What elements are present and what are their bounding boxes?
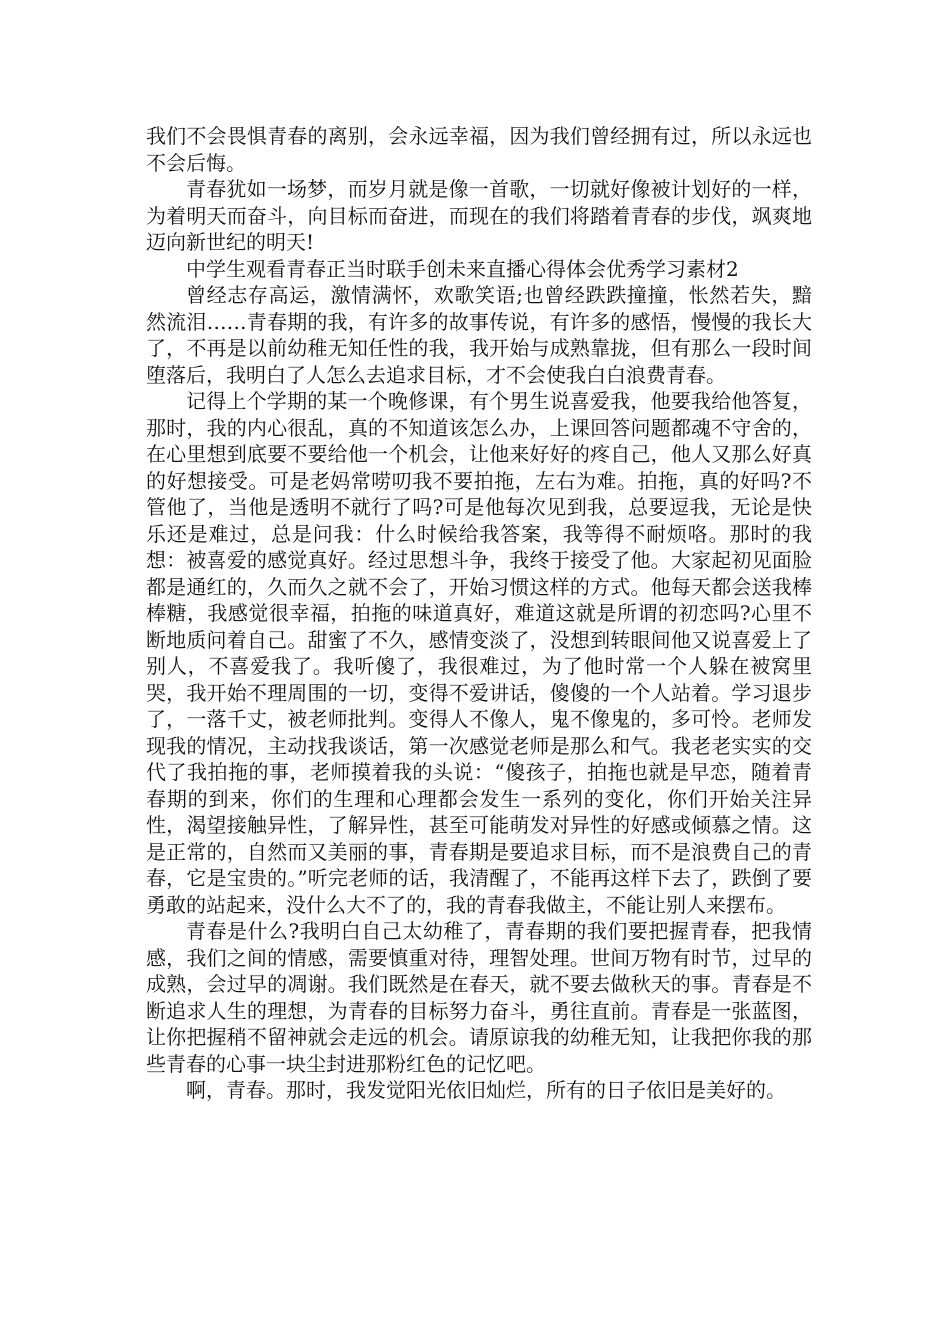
document-body (146, 123, 812, 1104)
paragraph-story: 记得上个学期的某一个晚修课，有个男生说喜爱我，他要我给他答复，那时，我的内心很乱，真的不知道该怎么办，上课回答问题都魂不守舍的，在心里想到底要不要给他一个机会，让他来好好的疼自己，他人又那么好真的好想接受。可是老妈常唠叨我不要拍拖，左右为难。拍拖，真的好吗?不管他了，当他是透明不就行了吗?可是他每次见到我，总要逗我，无论是快乐还是难过，总是问我：什么时候给我答案，我等得不耐烦咯。那时的我想：被喜爱的感觉真好。经过思想斗争，我终于接受了他。大家起初见面脸都是通红的，久而久之就不会了，开始习惯这样的方式。他每天都会送我棒棒糖，我感觉很幸福，拍拖的味道真好，难道这就是所谓的初恋吗?心里不断地质问着自己。甜蜜了不久，感情变淡了，没想到转眼间他又说喜爱上了别人，不喜爱我了。我听傻了，我很难过，为了他时常一个人躲在被窝里哭，我开始不理周围的一切，变得不爱讲话，傻傻的一个人站着。学习退步了，一落千丈，被老师批判。变得人不像人，鬼不像鬼的，多可怜。老师发现我的情况，主动找我谈话，第一次感觉老师是那么和气。我老老实实的交代了我拍拖的事，老师摸着我的头说：“傻孩子，拍拖也就是早恋，随着青春期的到来，你们的生理和心理都会发生一系列的变化，你们开始关注异性，渴望接触异性，了解异性，甚至可能萌发对异性的好感或倾慕之情。这是正常的，自然而又美丽的事，青春期是要追求目标，而不是浪费自己的青春，它是宝贵的。”听完老师的话，我清醒了，不能再这样下去了，跌倒了要勇敢的站起来，没什么大不了的，我的青春我做主，不能让别人来摆布。 (146, 389, 812, 917)
section-heading: 中学生观看青春正当时联手创未来直播心得体会优秀学习素材2 (186, 256, 739, 281)
paragraph-growing-up: 曾经志存高运，激情满怀，欢歌笑语;也曾经跌跌撞撞，怅然若失，黯然流泪……青春期的我，有许多的故事传说，有许多的感悟，慢慢的我长大了，不再是以前幼稚无知任性的我，我开始与成熟靠拢，但有那么一段时间堕落后，我明白了人怎么去追求目标，才不会使我白白浪费青春。 (146, 283, 812, 387)
paragraph-what-is-youth: 青春是什么?我明白自己太幼稚了，青春期的我们要把握青春，把我情感，我们之间的情感，需要慎重对待，理智处理。世间万物有时节，过早的成熟，会过早的凋谢。我们既然是在春天，就不要去做秋天的事。青春是不断追求人生的理想，为青春的目标努力奋斗，勇往直前。青春是一张蓝图，让你把握稍不留神就会走远的机会。请原谅我的幼稚无知，让我把你我的那些青春的心事一块尘封进那粉红色的记忆吧。 (146, 919, 812, 1076)
paragraph-youth-dream: 青春犹如一场梦，而岁月就是像一首歌，一切就好像被计划好的一样，为着明天而奋斗，向目标而奋进，而现在的我们将踏着青春的步伐，飒爽地迈向新世纪的明天! (146, 177, 812, 254)
paragraph-closing-previous: 我们不会畏惧青春的离别，会永远幸福，因为我们曾经拥有过，所以永远也不会后悔。 (146, 124, 812, 175)
paragraph-ending: 啊，青春。那时，我发觉阳光依旧灿烂，所有的日子依旧是美好的。 (186, 1078, 786, 1102)
